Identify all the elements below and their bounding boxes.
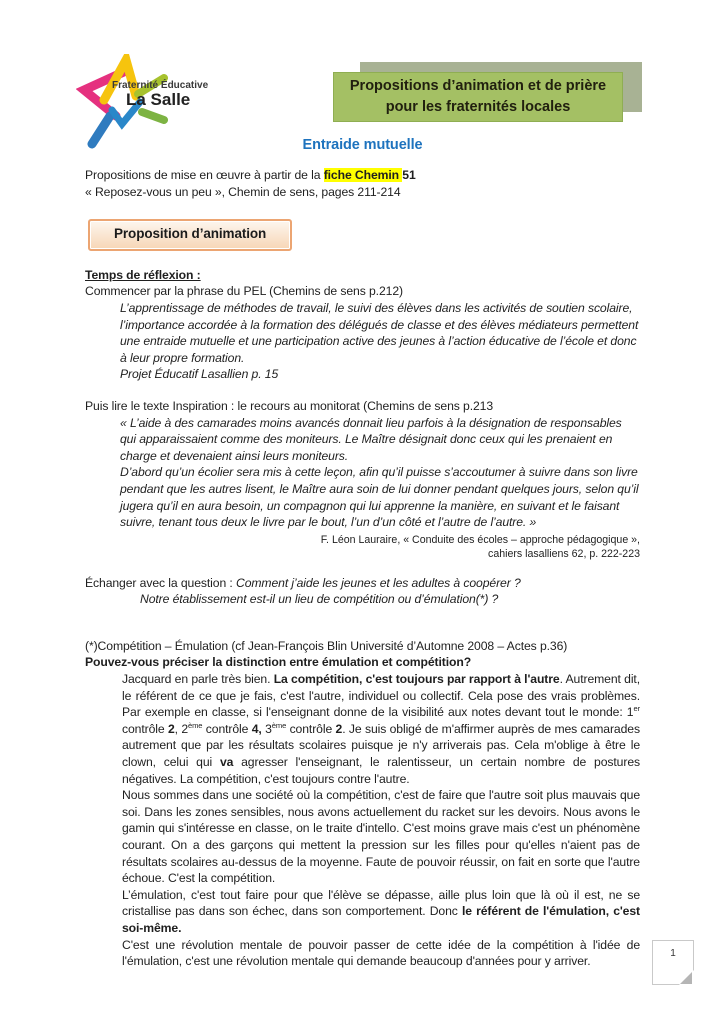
page-number: 1 — [670, 948, 676, 959]
intro-line1: Propositions de mise en œuvre à partir de la fiche Chemin 51 — [85, 168, 416, 182]
title-line1: Propositions d’animation et de prière — [349, 78, 607, 94]
logo-name-line2: La Salle — [126, 90, 191, 109]
exchange-question-line2: Notre établissement est-il un lieu de compétition ou d’émulation(*) ? — [140, 592, 499, 607]
interview-paragraph-2: Nous sommes dans une société où la compétition, c'est de faire que l'autre soit plus mauvais que soi. Dans les zones sensibles, nous avons actuellement du racket sur les devoirs. Nous avons le gamin qui s'intéresse en classe, on le traite d'intello. C'est moins grave mais c'est un phénomène courant. On a des garçons qui mettent la pression sur les filles pour qu'elles n'aient pas de résultats scolaires au-dessus de la moyenne. Faute de pouvoir réussir, on fait en sorte que l'autre échoue. C'est la compétition. — [122, 788, 640, 886]
interview-paragraph-4: C'est une révolution mentale de pouvoir passer de cette idée de la compétition à l'idée de l'émulation, c'est une révolution mentale qui demande beaucoup d'années pour y arriver. — [122, 937, 640, 969]
intro-line2: « Reposez-vous un peu », Chemin de sens, pages 211-214 — [85, 184, 401, 199]
section-heading-temps-de-reflexion: Temps de réflexion : — [85, 267, 201, 282]
page-number-box — [652, 940, 694, 985]
emulation-question: Pouvez-vous préciser la distinction entre émulation et compétition? — [85, 655, 472, 670]
exchange-question-line1: Échanger avec la question : Comment j’aide les jeunes et les adultes à coopérer ? — [85, 575, 521, 590]
proposition-animation-box: Proposition d’animation — [88, 219, 292, 251]
quote-attribution — [85, 533, 640, 561]
quote-pel-source: Projet Éducatif Lasallien p. 15 — [120, 367, 279, 382]
quote-pel — [120, 300, 640, 383]
document-body — [85, 136, 640, 970]
page-subtitle: Entraide mutuelle — [302, 137, 423, 153]
page-fold-icon — [679, 970, 694, 985]
reflexion-lead2: Puis lire le texte Inspiration : le recours au monitorat (Chemins de sens p.213 — [85, 398, 494, 413]
logo-text — [112, 80, 208, 110]
quote-monitorat — [120, 415, 640, 531]
interview-paragraph-1: Jacquard en parle très bien. La compétition, c'est toujours par rapport à l'autre. Autrement dit, le référent de ce que je fais, c'est l'autre, individuel ou collectif. Cela pose des vrais problèmes. Par exemple en classe, si l'enseignant donne de la visibilité aux notes devant tout le monde: 1er contrôle 2, 2ème contrôle 4, 3ème contrôle 2. Je suis obligé de m'affirmer auprès de mes camarades autrement que par les résultats scolaires puisque je n'y arriverais pas. Cela m'oblige à être le clown, celui qui va agresser l'enseignant, le ralentisseur, un certain nombre de postures négatives. La compétition, c'est toujours contre l'autre. — [122, 672, 640, 786]
interview-paragraph-3: L’émulation, c'est tout faire pour que l'élève se dépasse, aille plus loin que là où il est, ne se cristallise pas dans son échec, dans son comportement. Donc le référent de l'émulation, c'est soi-même. — [122, 887, 640, 935]
attribution-line2: cahiers lasalliens 62, p. 222-223 — [488, 547, 640, 560]
quote-pel-text: L’apprentissage de méthodes de travail, le suivi des élèves dans les activités de soutien scolaire, l’importance accordée à la formation des délégués de classe et des élèves médiateurs permettent une entraide mutuelle et une participation active des jeunes à l’action éducative de l’école et donc à leur propre formation. — [120, 300, 639, 365]
attribution-line1: F. Léon Lauraire, « Conduite des écoles – approche pédagogique », — [320, 533, 640, 546]
interview-answer-block — [122, 671, 640, 970]
quote-monitorat-part1: « L’aide à des camarades moins avancés donnait lieu parfois à la désignation de responsables qui apparaissaient comme des moniteurs. Le Maître désignait donc ceux qui les prenaient en charge et devenaient ainsi leurs moniteurs. — [120, 415, 622, 463]
logo-name-line1: Fraternité Éducative — [112, 80, 209, 91]
reflexion-lead: Commencer par la phrase du PEL (Chemins de sens p.212) — [85, 284, 403, 299]
competition-emulation-reference: (*)Compétition – Émulation (cf Jean-François Blin Université d’Automne 2008 – Actes p.36) — [85, 638, 568, 653]
quote-monitorat-part2: D’abord qu’un écolier sera mis à cette leçon, afin qu’il puisse s’accoutumer à suivre dans son livre pendant que les autres lisent, le Maître aura soin de lui donner pendant quelques jours, selon qu’il jugera qu’il en aura besoin, un compagnon qui lui apprenne la manière, en suivant et le faisant suivre, tenant tous deux le livre par le bout, l’un d’un côté et l’autre de l’autre. » — [120, 465, 639, 530]
title-line2: pour les fraternités locales — [385, 99, 571, 115]
title-box — [333, 72, 623, 122]
